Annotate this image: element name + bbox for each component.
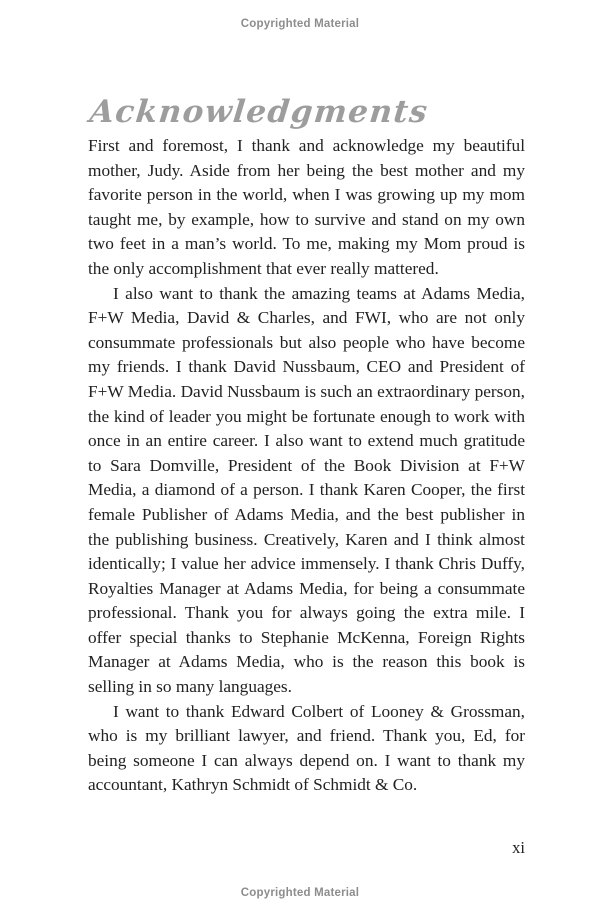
paragraph-3: I want to thank Edward Colbert of Looney & Grossman, who is my brilliant lawyer, and friend. Thank you, Ed, for being someone I can always depend on. I want to thank my accountant, Kathryn Schmidt of Schmidt & Co.: [88, 701, 525, 795]
paragraph-1: First and foremost, I thank and acknowledge my beautiful mother, Judy. Aside from her being the best mother and my favorite person in the world, when I was growing up my mom taught me, by example, how to survive and stand on my own two feet in a man’s world. To me, making my Mom proud is the only accomplishment that ever really mattered.: [88, 136, 525, 278]
copyrighted-material-banner-top: Copyrighted Material: [240, 18, 360, 30]
copyrighted-material-banner-bottom: Copyrighted Material: [240, 887, 360, 899]
page-number: xi: [512, 838, 525, 857]
chapter-heading: Acknowledgments: [88, 94, 431, 130]
paragraph-2: I also want to thank the amazing teams at Adams Media, F+W Media, David & Charles, and FWI, who are not only consummate professionals but also people who have become my friends. I thank David Nussbaum, CEO and President of F+W Media. David Nussbaum is such an extraordinary person, the kind of leader you might be fortunate enough to work with once in an entire career. I also want to extend much gratitude to Sara Domville, President of the Book Division at F+W Media, a diamond of a person. I thank Karen Cooper, the first female Publisher of Adams Media, and the best publisher in the publishing business. Creatively, Karen and I think almost identically; I value her advice immensely. I thank Chris Duffy, Royalties Manager at Adams Media, for being a consummate professional. Thank you for always going the extra mile. I offer special thanks to Stephanie McKenna, Foreign Rights Manager at Adams Media, who is the reason this book is selling in so many languages.: [88, 283, 525, 697]
body-text: [88, 134, 525, 798]
